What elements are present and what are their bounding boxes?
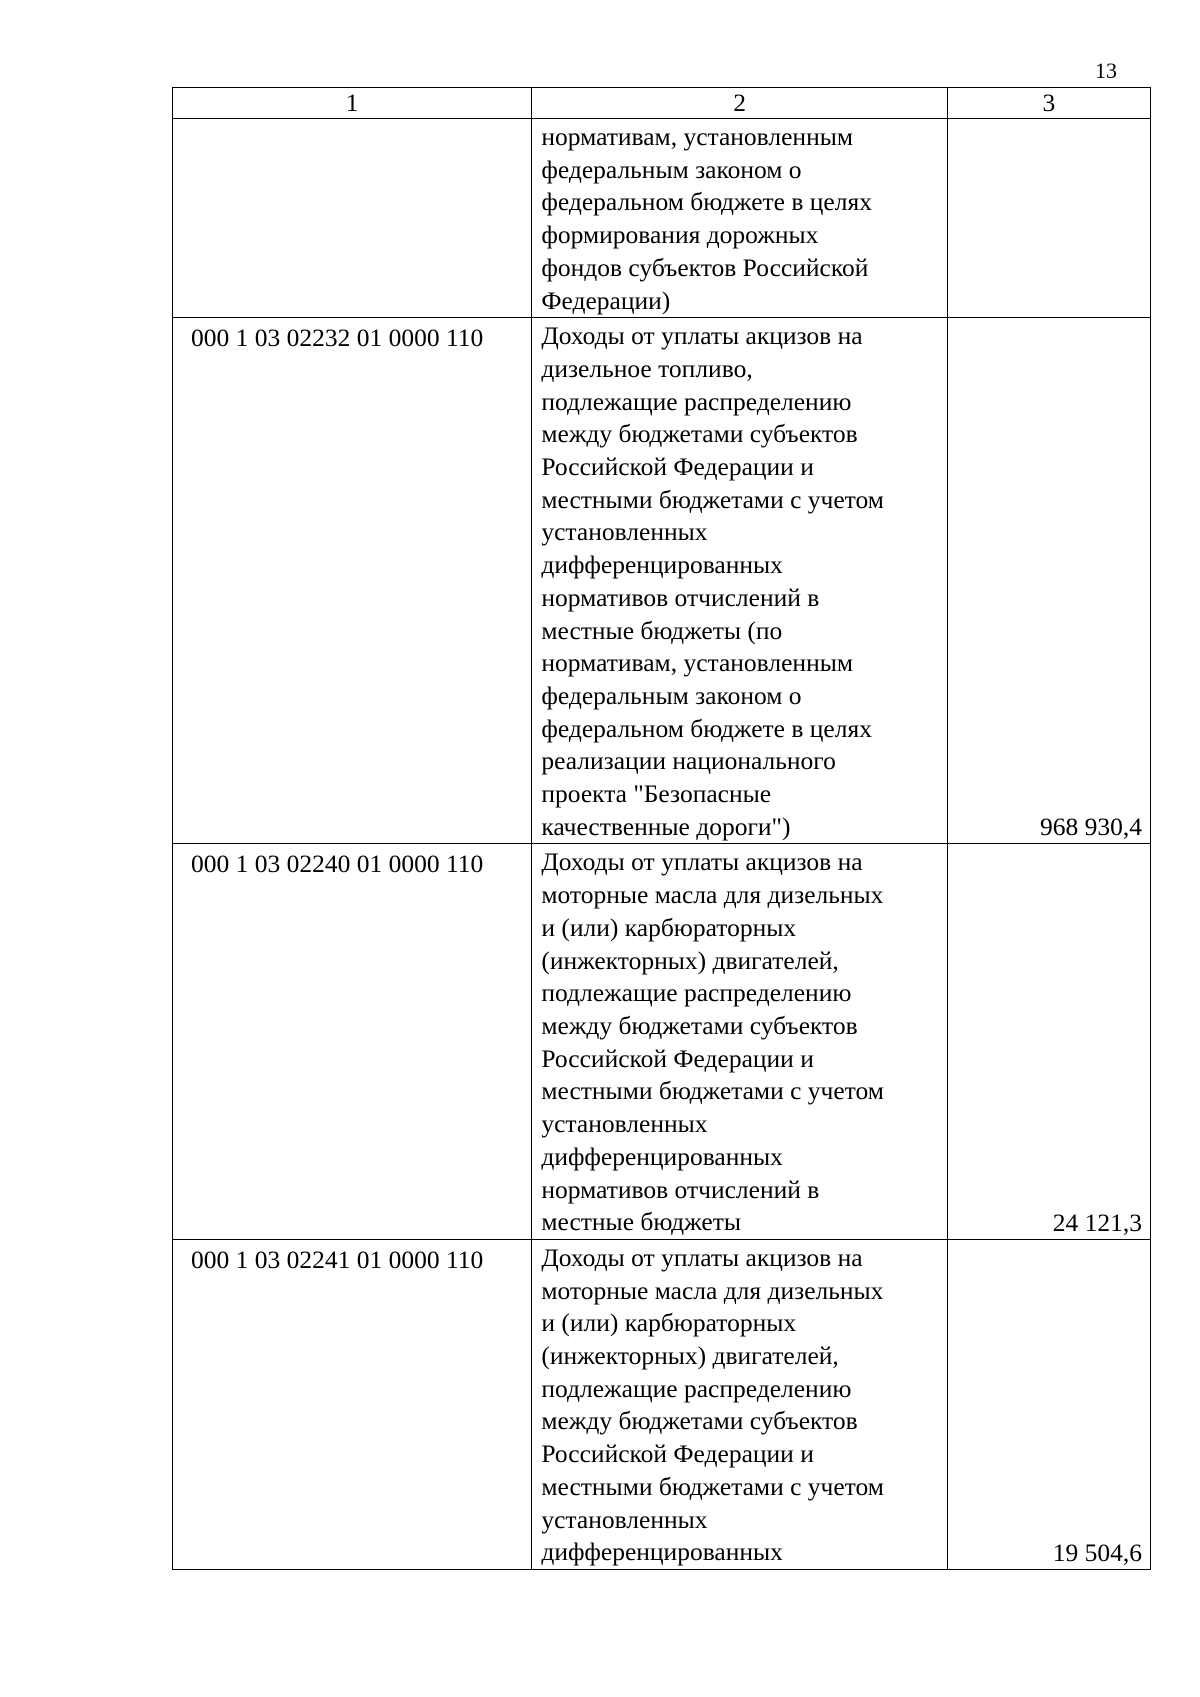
budget-code-cell: 000 1 03 02232 01 0000 110 [173,318,532,844]
table-row [173,1239,1151,1569]
revenue-table [172,87,1151,1570]
amount-cell: 24 121,3 [947,844,1150,1239]
header-col-2: 2 [532,88,947,119]
budget-code-cell: 000 1 03 02241 01 0000 110 [173,1239,532,1569]
table-row [173,119,1151,318]
amount-cell: 19 504,6 [947,1239,1150,1569]
table-header-row [173,88,1151,119]
amount-cell: 968 930,4 [947,318,1150,844]
description-cell: нормативам, установленным федеральным законом о федеральном бюджете в целях формирования дорожных фондов субъектов Российской Федерации) [532,119,947,318]
page-number: 13 [1095,58,1117,83]
header-col-1: 1 [173,88,532,119]
budget-code-cell [173,119,532,318]
amount-cell [947,119,1150,318]
description-cell: Доходы от уплаты акцизов на моторные масла для дизельных и (или) карбюраторных (инжекторных) двигателей, подлежащие распределению между бюджетами субъектов Российской Федерации и местными бюджетами с учетом установленных дифференцированных [532,1239,947,1569]
table-row [173,318,1151,844]
description-cell: Доходы от уплаты акцизов на моторные масла для дизельных и (или) карбюраторных (инжекторных) двигателей, подлежащие распределению между бюджетами субъектов Российской Федерации и местными бюджетами с учетом установленных дифференцированных нормативов отчислений в местные бюджеты [532,844,947,1239]
header-col-3: 3 [947,88,1150,119]
table-row [173,844,1151,1239]
description-cell: Доходы от уплаты акцизов на дизельное топливо, подлежащие распределению между бюджетами субъектов Российской Федерации и местными бюджетами с учетом установленных дифференцированных нормативов отчислений в местные бюджеты (по нормативам, установленным федеральным законом о федеральном бюджете в целях реализации национального проекта "Безопасные качественные дороги") [532,318,947,844]
budget-code-cell: 000 1 03 02240 01 0000 110 [173,844,532,1239]
